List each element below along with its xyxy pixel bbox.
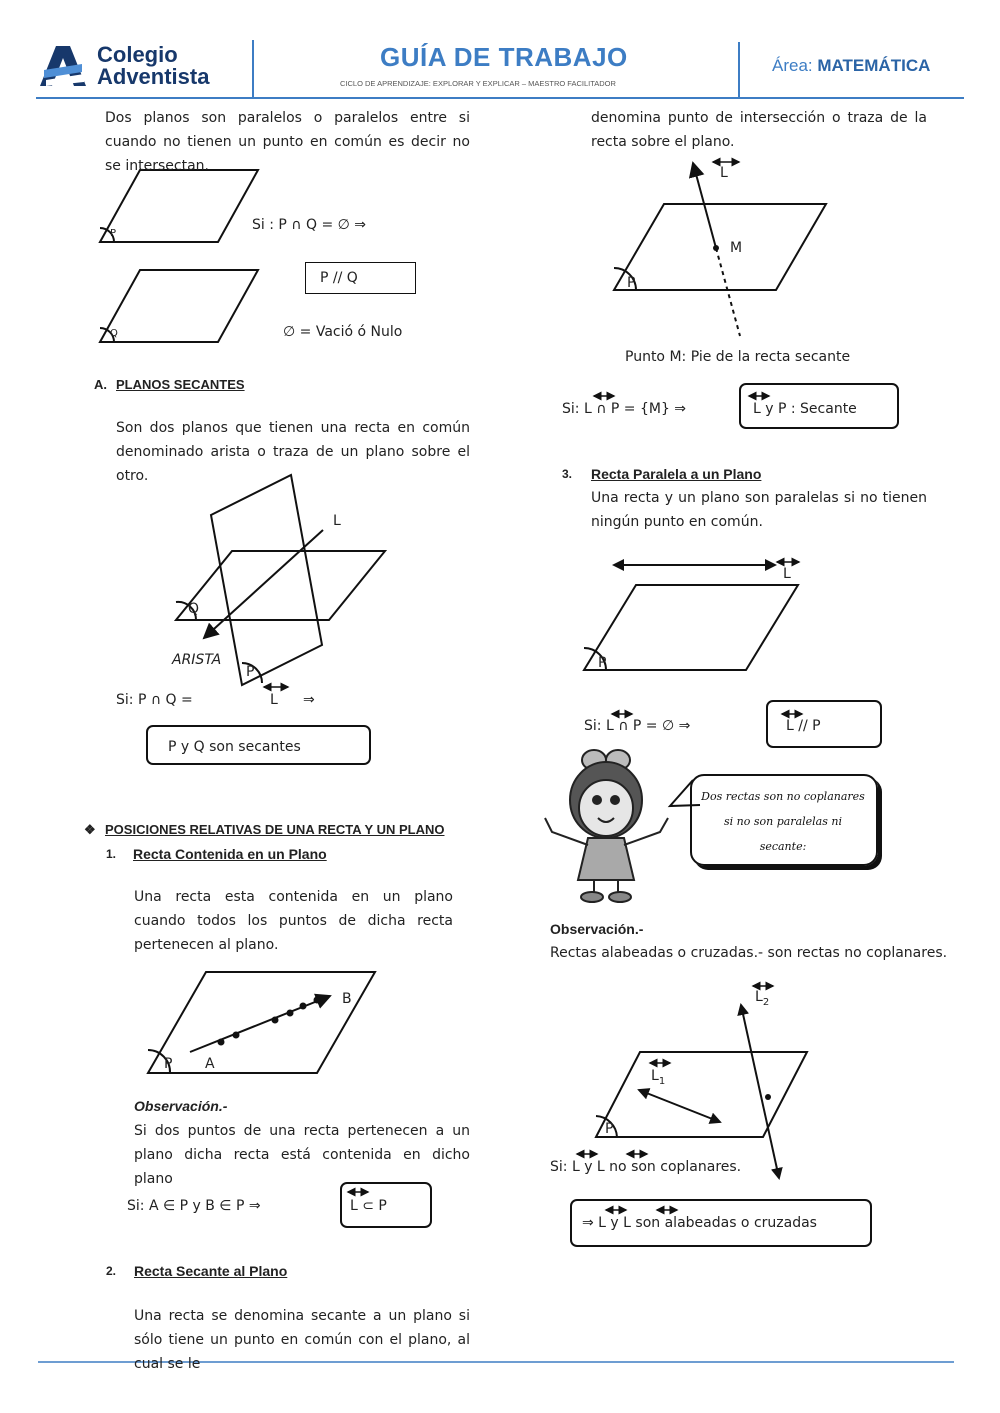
- line-l-arista: [204, 530, 323, 638]
- label-l2: [755, 985, 769, 1015]
- item2-number: 2.: [106, 1264, 117, 1278]
- l2-letter: L: [755, 989, 763, 1005]
- secant-line-formula: Si: L ∩ P = {M} ⇒: [562, 401, 687, 417]
- item1-number: 1.: [106, 847, 117, 861]
- item1-text: Una recta esta contenida en un plano cuando todos los puntos de dicha recta pertenecen al plano.: [134, 889, 453, 953]
- label-p-secant: P: [246, 664, 255, 680]
- area-value: MATEMÁTICA: [817, 56, 931, 75]
- cartoon-girl-illustration: [545, 750, 668, 902]
- section-a-title: PLANOS SECANTES: [116, 377, 245, 392]
- label-p-parallel: P: [598, 655, 607, 671]
- secant-line-result: L y P : Secante: [753, 401, 857, 417]
- l1-letter: L: [651, 1068, 659, 1084]
- empty-set-note: ∅ = Vació ó Nulo: [283, 324, 403, 340]
- plane-p-secant: [614, 204, 826, 290]
- label-b: B: [342, 991, 352, 1007]
- label-p-1: P: [110, 228, 117, 239]
- contained-formula: Si: A ∈ P y B ∈ P ⇒: [127, 1198, 261, 1214]
- skew-result: ⇒ L y L son alabeadas o cruzadas: [582, 1215, 817, 1231]
- diamond-bullet-icon: ❖: [84, 822, 96, 837]
- parallel-result: P // Q: [320, 270, 358, 286]
- bubble-line1: Dos rectas son no coplanares: [701, 790, 865, 803]
- page-subtitle: CICLO DE APRENDIZAJE: EXPLORAR Y EXPLICAR – MAESTRO FACILITADOR: [340, 79, 616, 88]
- item2-title: Recta Secante al Plano: [134, 1263, 288, 1279]
- foot-caption: Punto M: Pie de la recta secante: [625, 349, 851, 365]
- parallel-line-formula: Si: L ∩ P = ∅ ⇒: [584, 718, 691, 734]
- label-l1: [651, 1064, 665, 1094]
- secant-result: P y Q son secantes: [168, 739, 301, 755]
- secant-formula-left: Si: P ∩ Q =: [116, 692, 193, 708]
- plane-q-figure: [100, 270, 258, 342]
- label-q-secant: Q: [188, 601, 200, 617]
- obs-title-left: Observación.-: [134, 1098, 228, 1114]
- item1-title: Recta Contenida en un Plano: [133, 846, 327, 862]
- obs-text-left: Si dos puntos de una recta pertenecen a un plano dicha recta está contenida en dicho plano: [134, 1123, 470, 1187]
- item3-number: 3.: [562, 467, 573, 481]
- secant-planes-text: Son dos planos que tienen una recta en común denominado arista o traza de un plano sobre el otro.: [116, 420, 470, 484]
- label-m: M: [730, 240, 743, 256]
- label-p-skew: P: [605, 1121, 614, 1137]
- section-a-letter: A.: [94, 377, 107, 392]
- label-p-contains: P: [164, 1056, 173, 1072]
- positions-title: POSICIONES RELATIVAS DE UNA RECTA Y UN PLANO: [105, 822, 445, 837]
- parallel-formula: Si : P ∩ Q = ∅ ⇒: [252, 217, 367, 233]
- item2-text: Una recta se denomina secante a un plano si sólo tiene un punto en común con el plano, al cual se le: [134, 1308, 470, 1372]
- parallel-line-result-box: [766, 700, 882, 748]
- bubble-line2: si no son paralelas ni: [724, 815, 842, 828]
- parallel-planes-text: Dos planos son paralelos o paralelos entre si cuando no tienen un punto en común es decir no se intersectan.: [105, 110, 470, 174]
- school-name-line1: Colegio: [97, 42, 178, 67]
- page-title: GUÍA DE TRABAJO: [380, 42, 628, 72]
- area-label: Área:: [772, 56, 813, 75]
- plane-p-skew: [596, 1052, 807, 1137]
- label-l-secant: L: [333, 513, 341, 529]
- label-l-parallel: L: [783, 566, 791, 582]
- parallel-line-result: L // P: [786, 718, 821, 734]
- item3-title: Recta Paralela a un Plano: [591, 466, 762, 482]
- item3-text: Una recta y un plano son paralelas si no tienen ningún punto en común.: [591, 490, 927, 530]
- label-a: A: [205, 1056, 215, 1072]
- secant-formula-right: ⇒: [303, 692, 315, 708]
- obs-title-right: Observación.-: [550, 921, 644, 937]
- secant-formula-l: L: [270, 692, 278, 708]
- contained-result: L ⊂ P: [350, 1198, 387, 1214]
- continued-text: denomina punto de intersección o traza de la recta sobre el plano.: [591, 110, 927, 150]
- plane-p-parallel: [584, 585, 798, 670]
- bubble-line3: secante:: [759, 840, 807, 853]
- school-name-line2: Adventista: [97, 64, 210, 89]
- label-q-1: Q: [110, 328, 118, 339]
- plane-q-horizontal: [176, 551, 385, 620]
- label-arista: ARISTA: [172, 652, 222, 668]
- l2-sub: 2: [762, 996, 770, 1008]
- plane-p-figure: [100, 170, 258, 242]
- label-p-right: P: [627, 275, 636, 291]
- label-l-right: L: [720, 165, 728, 181]
- skew-formula: Si: L y L no son coplanares.: [550, 1159, 742, 1175]
- l1-sub: 1: [658, 1075, 666, 1087]
- obs-text-right: Rectas alabeadas o cruzadas.- son rectas no coplanares.: [550, 945, 948, 961]
